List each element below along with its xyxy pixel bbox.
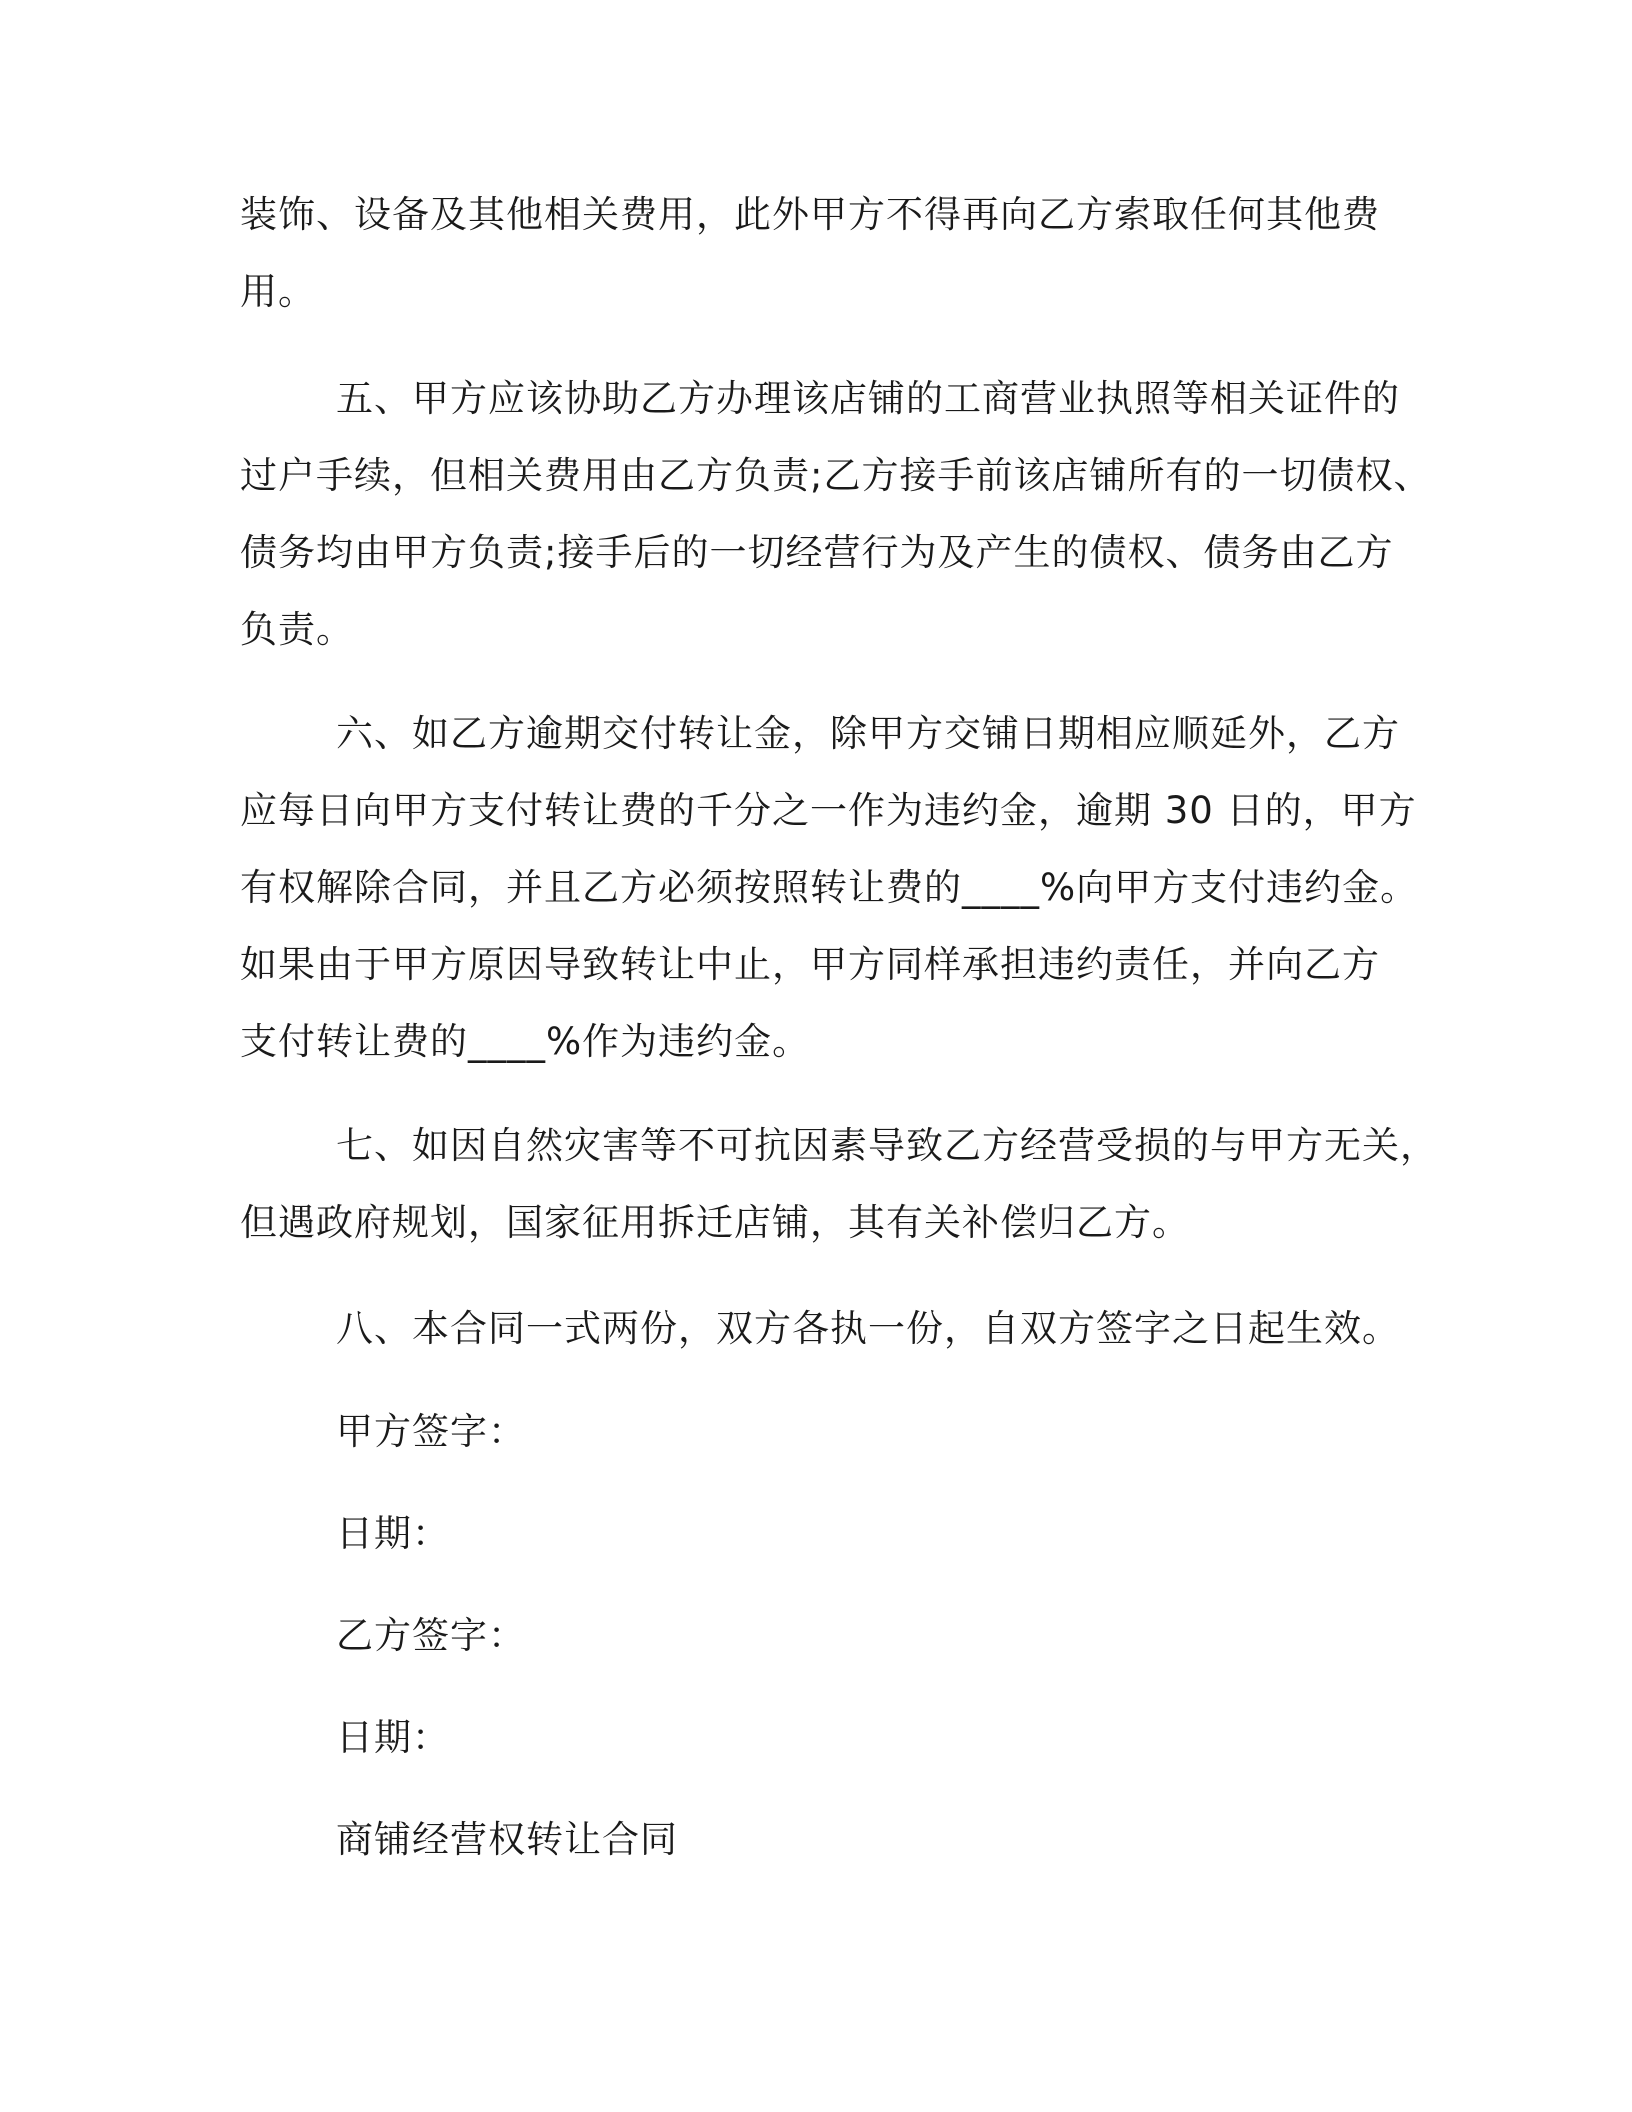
date-line: 日期： [336,1716,450,1759]
title-line: 商铺经营权转让合同 [336,1818,678,1861]
signature-line: 乙方签字： [336,1614,526,1657]
paragraph-line: 有权解除合同，并且乙方必须按照转让费的____%向甲方支付违约金。 [240,866,1419,909]
paragraph-line: 应每日向甲方支付转让费的千分之一作为违约金，逾期 30 日的，甲方 [240,789,1417,832]
paragraph-line: 债务均由甲方负责;接手后的一切经营行为及产生的债权、债务由乙方 [240,531,1394,574]
paragraph-line: 五、甲方应该协助乙方办理该店铺的工商营业执照等相关证件的 [336,377,1400,420]
paragraph-line: 八、本合同一式两份，双方各执一份，自双方签字之日起生效。 [336,1307,1400,1350]
continuation-paragraph [240,176,1400,330]
paragraph-line: 六、如乙方逾期交付转让金，除甲方交铺日期相应顺延外，乙方 [336,712,1400,755]
clause-5-paragraph [240,360,1432,668]
party-a-signature-label [336,1393,1400,1470]
clause-7-paragraph [240,1107,1438,1261]
clause-8-paragraph [336,1290,1400,1367]
next-contract-title [336,1801,1400,1878]
party-a-date-label [336,1495,1400,1572]
paragraph-line: 用。 [240,270,316,313]
party-b-date-label [336,1699,1400,1776]
clause-6-paragraph [240,695,1419,1080]
party-b-signature-label [336,1597,1400,1674]
paragraph-line: 装饰、设备及其他相关费用，此外甲方不得再向乙方索取任何其他费 [240,193,1380,236]
paragraph-line: 如果由于甲方原因导致转让中止，甲方同样承担违约责任，并向乙方 [240,943,1380,986]
paragraph-line: 过户手续，但相关费用由乙方负责;乙方接手前该店铺所有的一切债权、 [240,454,1432,497]
paragraph-line: 但遇政府规划，国家征用拆迁店铺，其有关补偿归乙方。 [240,1201,1190,1244]
paragraph-line: 七、如因自然灾害等不可抗因素导致乙方经营受损的与甲方无关， [336,1124,1438,1167]
date-line: 日期： [336,1512,450,1555]
signature-line: 甲方签字： [336,1410,526,1453]
paragraph-line: 负责。 [240,608,354,651]
paragraph-line: 支付转让费的____%作为违约金。 [240,1020,811,1063]
